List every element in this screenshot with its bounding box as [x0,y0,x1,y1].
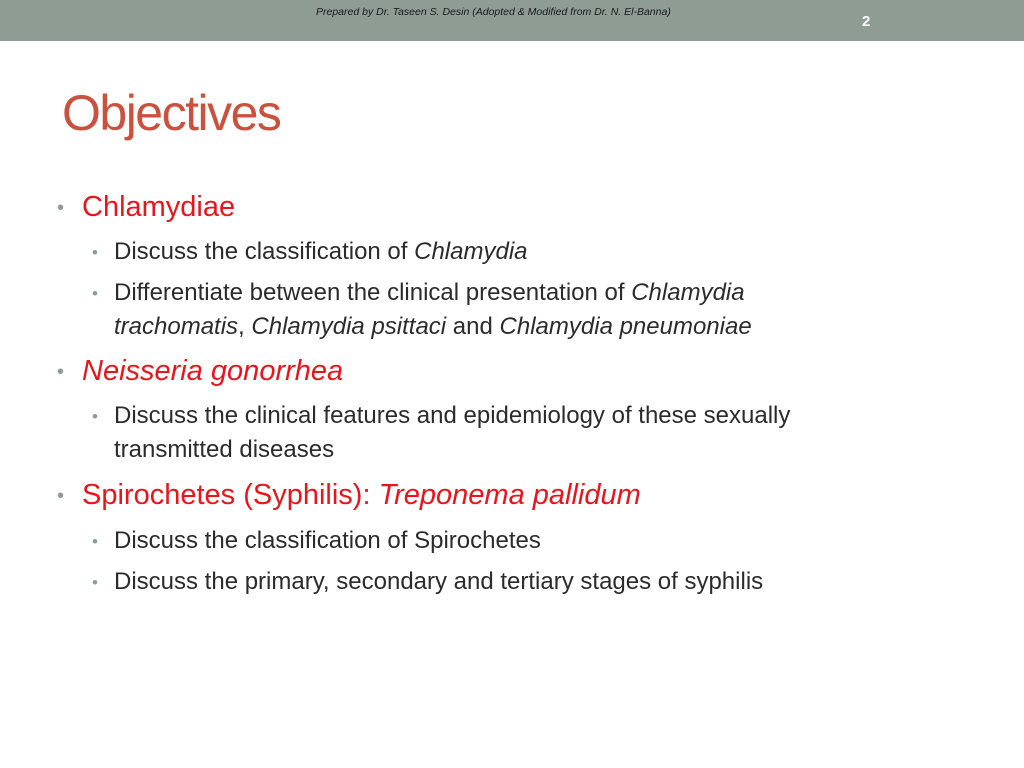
sub-bullet-text: Discuss the clinical features and epidemiology of these sexually [114,402,791,429]
bullet-chlamydiae [57,191,236,224]
organism-name: Chlamydia [414,238,528,265]
bullet-dot-icon: • [57,361,65,383]
organism-name: Chlamydia pneumoniae [499,313,752,340]
credit-text: Prepared by Dr. Taseen S. Desin (Adopted & Modified from Dr. N. El-Banna) [316,6,671,18]
sub-bullet-clinical-features-continued [114,436,334,464]
organism-name: Treponema pallidum [378,479,641,511]
sub-bullet-text: Discuss the classification of Spirochetes [114,527,541,554]
organism-name: trachomatis [114,313,239,340]
bullet-dot-icon: • [57,197,65,219]
organism-name: Chlamydia [631,279,745,306]
header-bar [0,0,1024,41]
bullet-spirochetes [57,479,641,512]
bullet-dot-icon: • [92,532,98,551]
sub-bullet-syphilis-stages [92,568,764,596]
sub-bullet-text: Discuss the primary, secondary and tertiary stages of syphilis [114,568,764,595]
page-number: 2 [862,13,871,30]
sub-bullet-clinical-features [92,402,791,430]
bullet-neisseria [57,355,344,388]
sub-bullet-chlamydia-classification [92,238,528,266]
bullet-heading: Spirochetes (Syphilis): [82,479,379,511]
sub-bullet-spirochetes-classification [92,527,541,555]
organism-name: Chlamydia psittaci [251,313,447,340]
bullet-dot-icon: • [92,243,98,262]
bullet-heading: Chlamydiae [82,191,236,223]
bullet-dot-icon: • [92,407,98,426]
bullet-heading: Neisseria gonorrhea [82,355,344,387]
sub-bullet-text: Differentiate between the clinical presentation of [114,279,632,306]
sub-bullet-text: transmitted diseases [114,436,335,463]
slide-title: Objectives [62,85,281,141]
bullet-dot-icon: • [57,485,65,507]
bullet-dot-icon: • [92,284,98,303]
sub-bullet-text: and [446,313,500,340]
bullet-dot-icon: • [92,573,98,592]
sub-bullet-differentiate [92,279,745,307]
sub-bullet-differentiate-continued [114,313,752,341]
sub-bullet-text: , [238,313,252,340]
sub-bullet-text: Discuss the classification of [114,238,415,265]
